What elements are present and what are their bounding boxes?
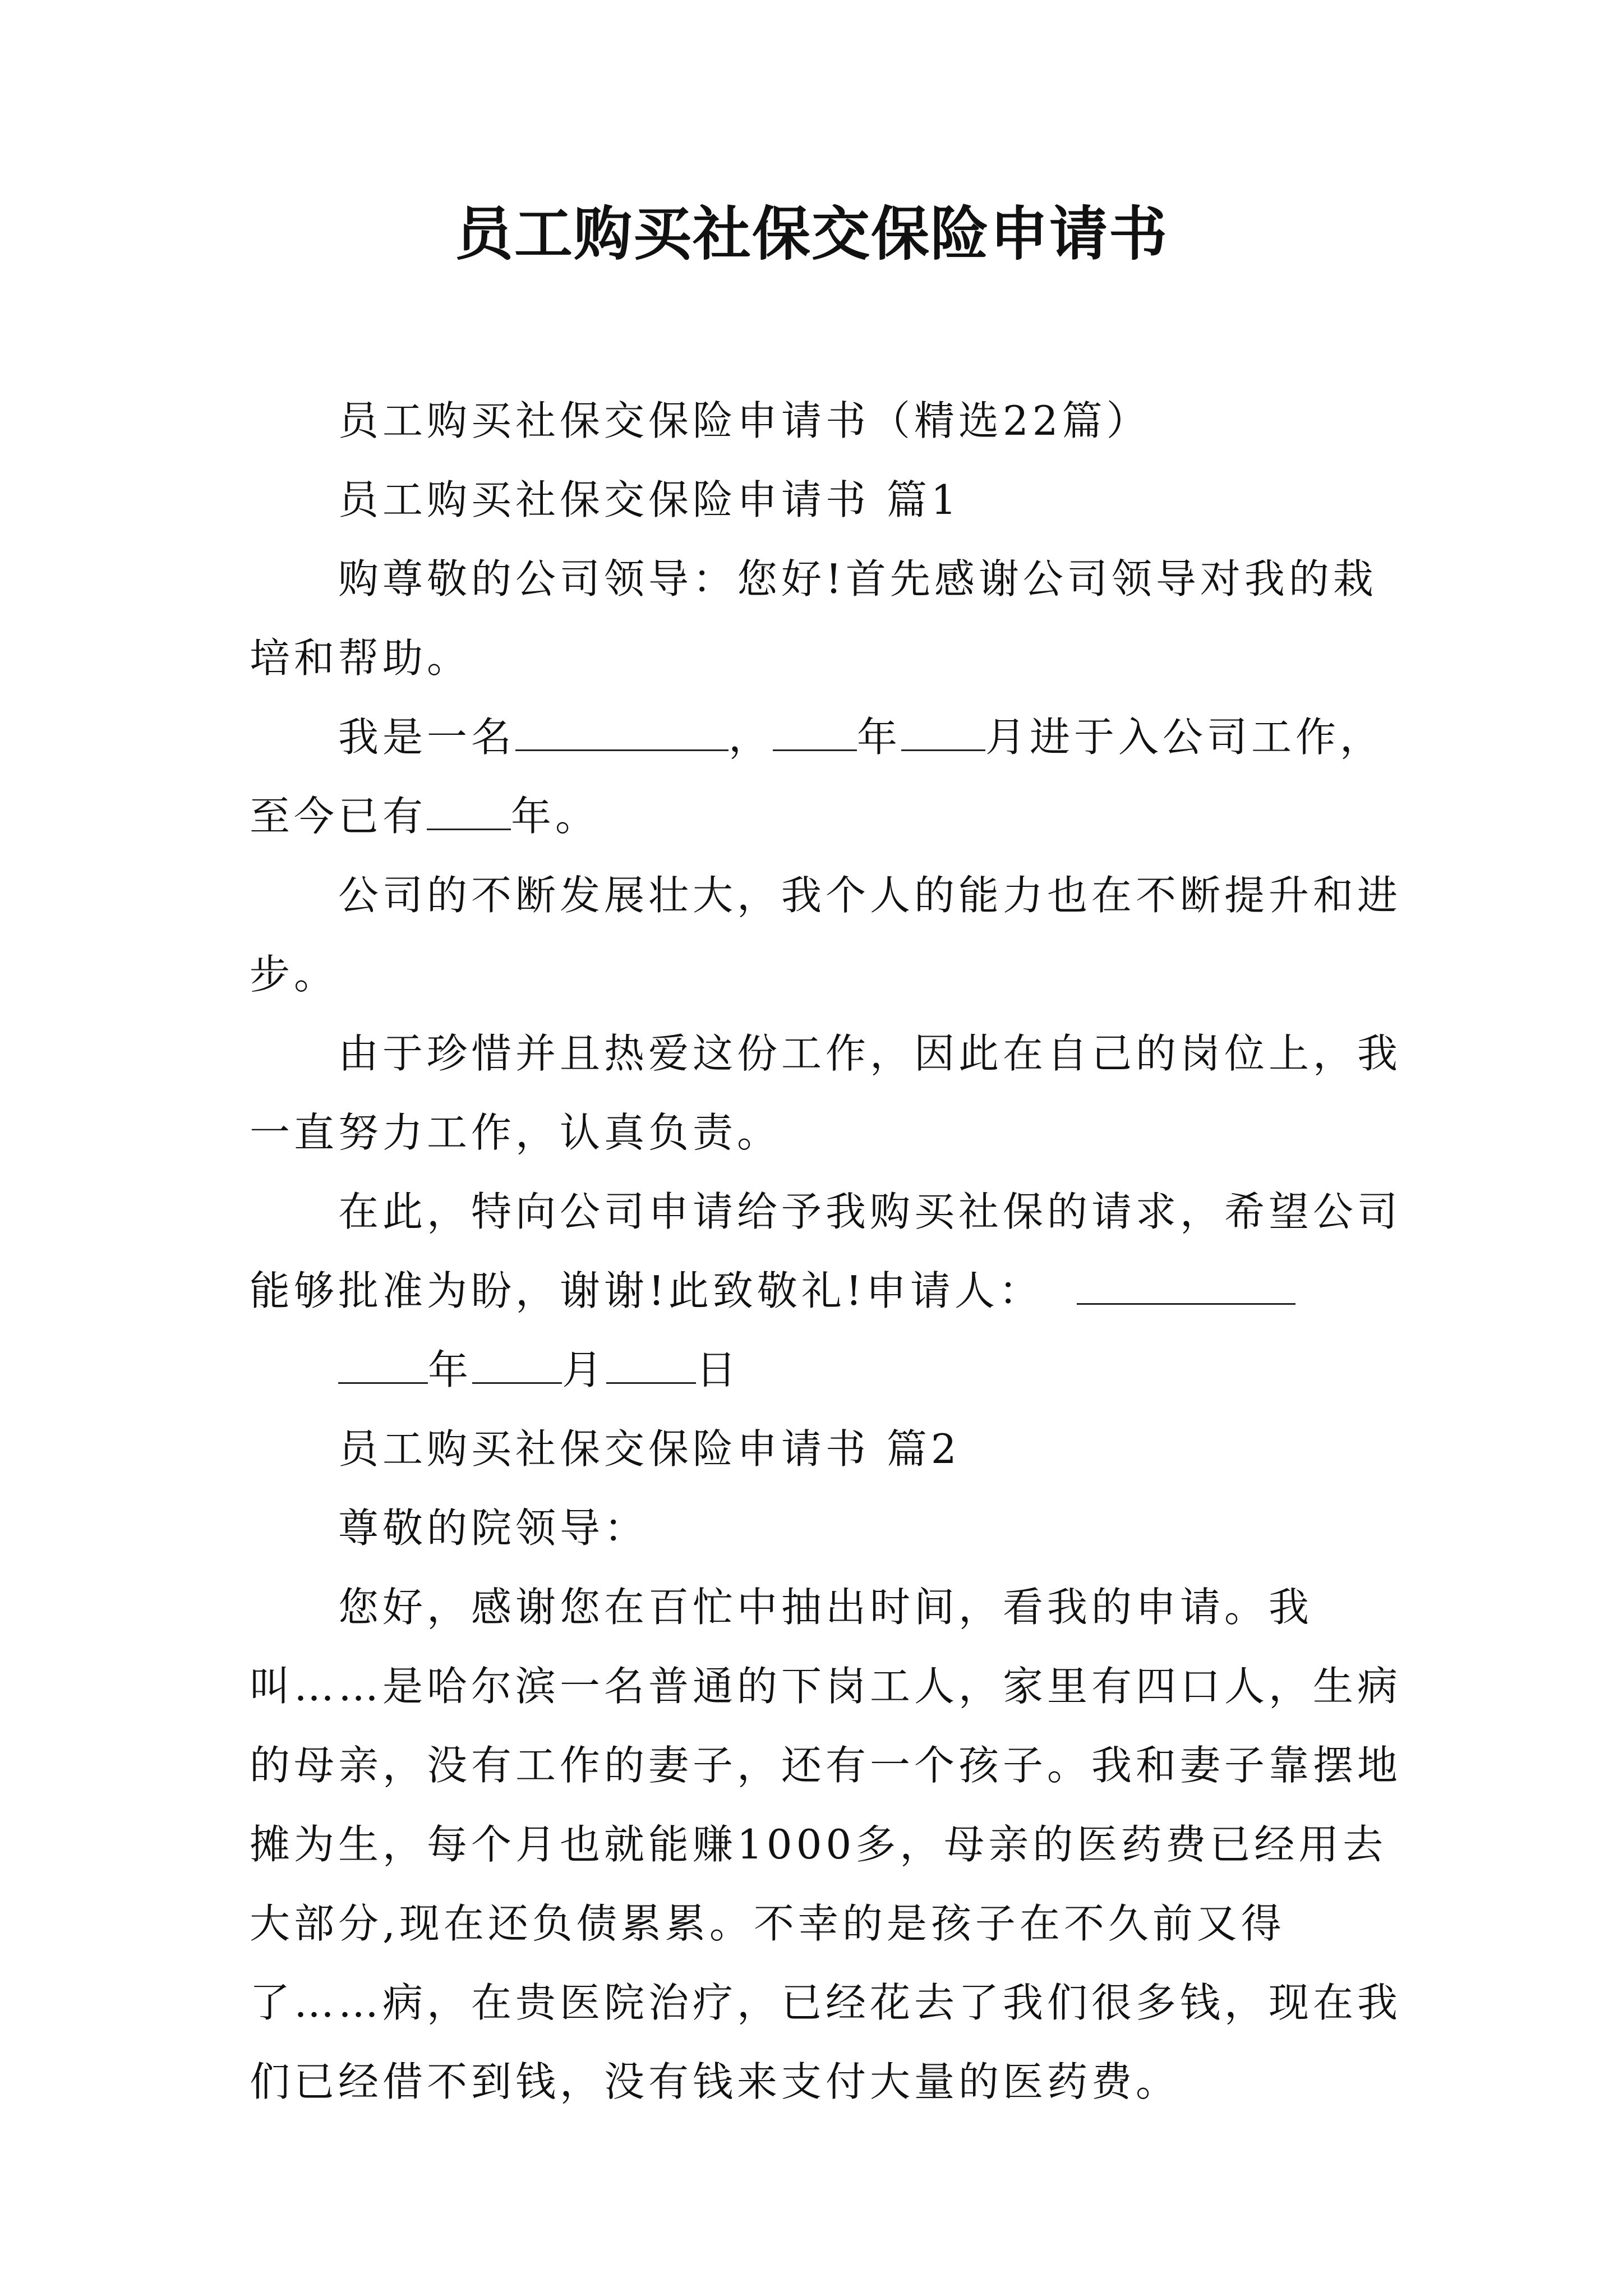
growth-paragraph: 公司的不断发展壮大，我个人的能力也在不断提升和进步。 xyxy=(250,872,1402,998)
intro-text-c: 年 xyxy=(857,714,902,761)
salutation-paragraph: 尊敬的院领导： xyxy=(338,1504,649,1552)
request-text: 在此，特向公司申请给予我购买社保的请求，希望公司能够批准为盼，谢谢!此致敬礼!申请人： xyxy=(250,1188,1402,1314)
position-blank xyxy=(515,712,728,751)
dedication-paragraph: 由于珍惜并且热爱这份工作，因此在自己的岗位上，我一直努力工作，认真负责。 xyxy=(250,1030,1402,1156)
intro-text-e: 年。 xyxy=(511,793,600,840)
month-blank xyxy=(901,712,985,751)
intro-text-a: 我是一名 xyxy=(338,714,516,761)
intro-text-d: 月进于入公司工作，至今已有 xyxy=(250,714,1385,840)
date-day-label: 日 xyxy=(696,1346,741,1393)
intro-paragraph xyxy=(250,698,1402,856)
years-count-blank xyxy=(427,792,511,830)
story-paragraph: 您好，感谢您在百忙中抽出时间，看我的申请。我叫……是哈尔滨一名普通的下岗工人，家里有四口人，生病的母亲，没有工作的妻子，还有一个孩子。我和妻子靠摆地摊为生，每个月也就能赚1000多，母亲的医药费已经用去大部分,现在还负债累累。不幸的是孩子在不久前又得了……病，在贵医院治疗，已经花去了我们很多钱，现在我们已经借不到钱，没有钱来支付大量的医药费。 xyxy=(250,1584,1402,2105)
request-paragraph xyxy=(250,1172,1402,1331)
date-line xyxy=(250,1331,1402,1410)
document-body xyxy=(250,381,1402,2122)
greeting-paragraph: 购尊敬的公司领导：您好!首先感谢公司领导对我的栽培和帮助。 xyxy=(250,555,1377,682)
subtitle-paragraph: 员工购买社保交保险申请书（精选22篇） xyxy=(338,397,1151,444)
date-year-label: 年 xyxy=(428,1346,473,1393)
date-month-blank xyxy=(472,1345,562,1384)
date-month-label: 月 xyxy=(562,1346,607,1393)
applicant-blank xyxy=(1077,1266,1295,1305)
section-heading-2: 员工购买社保交保险申请书 篇2 xyxy=(338,1425,961,1473)
document-title: 员工购买社保交保险申请书 xyxy=(454,200,1168,268)
intro-text-b: ， xyxy=(728,714,773,761)
date-year-blank xyxy=(338,1345,428,1384)
year-blank xyxy=(773,712,857,751)
section-heading-1: 员工购买社保交保险申请书 篇1 xyxy=(338,476,961,523)
date-day-blank xyxy=(606,1345,696,1384)
